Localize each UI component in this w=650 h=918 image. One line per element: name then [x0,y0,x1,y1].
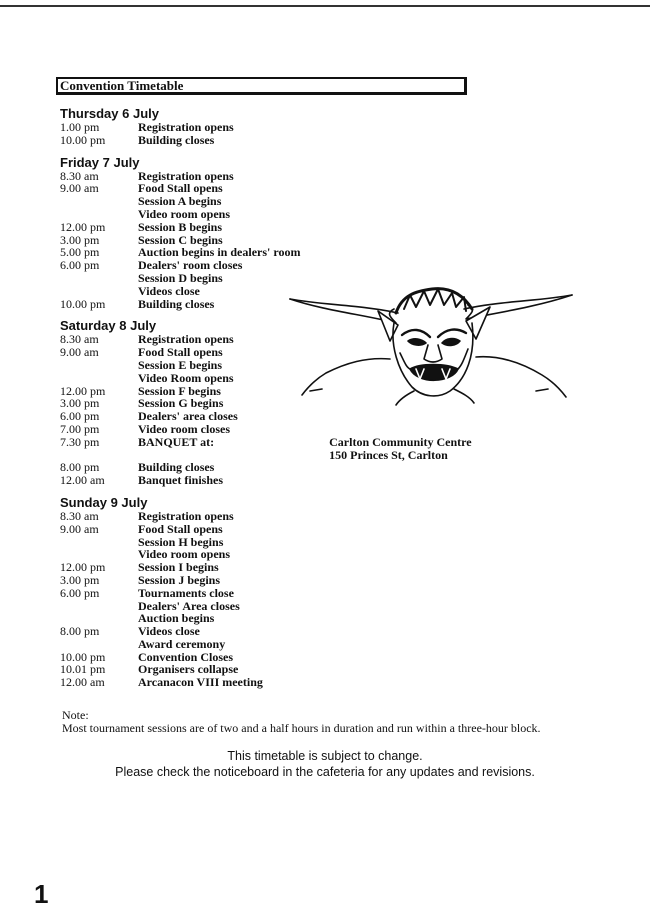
entry-events [138,625,225,651]
timetable-entry [60,423,600,436]
entry-time: 6.00 pm [60,585,100,600]
disclaimer-line-1: This timetable is subject to change. [227,749,423,763]
entry-time: 10.00 pm [60,132,106,147]
event-label: Registration opens [138,508,234,523]
entry-time: 7.30 pm [60,434,100,449]
entry-time: 7.00 pm [60,421,100,436]
event-label: Auction begins [138,611,215,626]
entry-time: 9.00 am [60,181,99,196]
event-label: Videos close [138,624,200,639]
note-text: Most tournament sessions are of two and a half hours in duration and run within a three-hour block. [62,721,541,735]
entry-events [138,423,230,436]
entry-events [138,523,230,561]
timetable-entry [60,436,600,462]
entry-events [138,182,230,220]
event-label: Videos close [138,283,200,298]
entry-time: 1.00 pm [60,120,100,134]
entry-time: 12.00 pm [60,219,106,234]
entry-time: 5.00 pm [60,245,100,260]
day-heading: Thursday 6 July [60,106,159,121]
event-label: Food Stall opens [138,521,223,536]
event-label: Video room closes [138,421,230,436]
event-label: Video room opens [138,206,231,221]
event-label: Dealers' Area closes [138,598,240,613]
timetable-entry [60,182,600,220]
day-heading: Friday 7 July [60,154,140,170]
timetable-entry [60,561,600,574]
event-label: Convention Closes [138,649,234,664]
event-label: Video room opens [138,547,231,562]
entry-events [138,510,234,523]
entry-time: 10.01 pm [60,662,106,677]
entry-events [138,676,263,689]
event-label: Session A begins [138,194,222,209]
entry-events [138,298,214,311]
event-label: Dealers' area closes [138,409,238,424]
event-label: Banquet finishes [138,473,224,488]
event-label: Session H begins [138,534,224,549]
entry-events [138,346,234,384]
event-label: Award ceremony [138,636,226,651]
event-label: Session D begins [138,270,223,285]
top-rule [0,5,650,7]
disclaimer [0,748,650,780]
timetable-entry [60,523,600,561]
event-label: Organisers collapse [138,662,239,677]
event-label: Video Room opens [138,370,234,385]
event-label: Registration opens [138,332,234,347]
entry-events [138,121,234,134]
entry-events [138,221,222,234]
entry-time: 8.00 pm [60,624,100,639]
page-number: 1 [34,879,49,909]
entry-time: 8.30 am [60,168,99,183]
horned-demon-icon [286,283,576,413]
event-label: Arcanacon VIII meeting [138,675,263,690]
entry-time: 12.00 am [60,675,105,690]
event-label: Building closes [138,460,215,475]
event-label: Session G begins [138,396,224,411]
event-label: Session I begins [138,560,219,575]
day-section [60,107,600,147]
timetable-entry [60,676,600,689]
entry-time: 3.00 pm [60,396,100,411]
event-label: Food Stall opens [138,345,223,360]
entry-events [138,587,240,625]
timetable-entry [60,221,600,234]
entry-time: 6.00 pm [60,258,100,273]
day-heading: Saturday 8 July [60,318,157,334]
event-label: Auction begins in dealers' room [138,245,301,260]
entry-time: 8.30 am [60,332,99,347]
venue-line: Carlton Community Centre [329,434,472,449]
event-label: Tournaments close [138,585,234,600]
event-label: Session F begins [138,383,221,398]
event-label: BANQUET at: [138,434,215,449]
day-heading: Sunday 9 July [60,494,148,510]
entry-events [138,134,214,147]
event-label: Session C begins [138,232,223,247]
entry-events [138,561,219,574]
timetable-entry [60,574,600,587]
entry-events [138,259,242,297]
entry-time: 3.00 pm [60,572,100,587]
event-label: Session E begins [138,357,223,372]
entry-time: 9.00 am [60,521,99,536]
entry-time: 12.00 am [60,473,105,488]
disclaimer-line-2: Please check the noticeboard in the cafeteria for any updates and revisions. [115,765,535,779]
entry-time: 8.00 pm [60,460,100,475]
entry-time: 10.00 pm [60,649,106,664]
entry-time: 8.30 am [60,508,99,523]
timetable-entry [60,587,600,625]
entry-time: 6.00 pm [60,409,100,424]
entry-events [138,574,220,587]
event-label: Building closes [138,296,215,311]
timetable-title: Convention Timetable [56,77,467,95]
event-label: Session J begins [138,572,221,587]
entry-time: 3.00 pm [60,232,100,247]
timetable-entry [60,134,600,147]
note [62,709,622,735]
entry-time: 9.00 am [60,345,99,360]
note-label: Note: [62,708,89,722]
timetable-entry [60,510,600,523]
event-label: Dealers' room closes [138,258,243,273]
event-label: Registration opens [138,168,234,183]
entry-time: 12.00 pm [60,560,106,575]
timetable-entry [60,121,600,134]
timetable-entry [60,625,600,651]
event-label: Building closes [138,132,215,147]
entry-events [138,474,223,487]
timetable-entry [60,474,600,487]
day-section [60,496,600,689]
banquet-venue [329,436,471,462]
event-label: Food Stall opens [138,181,223,196]
entry-events [138,436,214,462]
entry-time: 10.00 pm [60,296,106,311]
event-label: Registration opens [138,120,234,134]
event-label: Session B begins [138,219,223,234]
entry-time: 12.00 pm [60,383,106,398]
venue-line: 150 Princes St, Carlton [329,447,448,462]
